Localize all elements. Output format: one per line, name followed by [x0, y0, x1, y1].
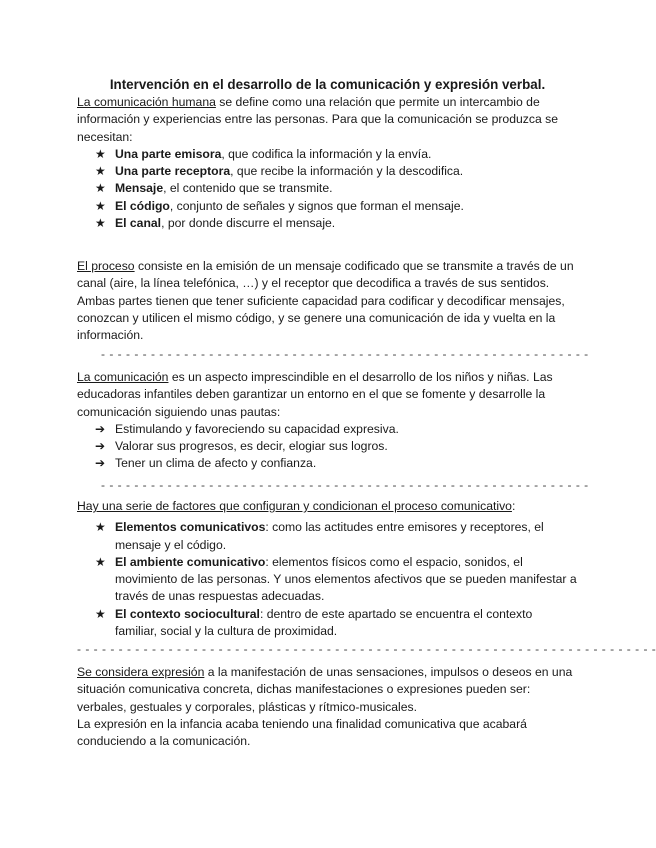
expression-underline: Se considera expresión	[77, 665, 205, 679]
item-term: El ambiente comunicativo	[115, 554, 266, 569]
list-item	[77, 606, 577, 641]
process-paragraph	[77, 258, 577, 344]
star-icon: ★	[95, 146, 106, 161]
list-item	[77, 554, 577, 606]
item-term: Una parte emisora	[115, 146, 222, 161]
item-term: Elementos comunicativos	[115, 520, 266, 535]
arrow-right-icon: ➔	[95, 456, 106, 471]
separator-2: - - - - - - - - - - - - - - - - - - - - - - - - - - - - - - - - - - - - - - - - - - - - - - - - - - - - - - - - - - -	[101, 478, 589, 492]
expression-text: a la manifestación de unas sensaciones, impulsos o deseos en una situación comunicativa concreta, dichas manifestaciones o expresiones pueden ser: verbales, gestuales y corporales, plásticas y rítmico-musicales.	[77, 665, 573, 714]
educators-text: es un aspecto imprescindible en el desarrollo de los niños y niñas. Las educadoras infantiles deben garantizar un entorno en el que se fomente y desarrolle la comunicación siguiendo unas pautas:	[77, 370, 553, 419]
intro-paragraph	[77, 94, 577, 146]
star-icon: ★	[95, 216, 106, 231]
item-text: Tener un clima de afecto y confianza.	[115, 456, 317, 471]
item-term: El canal	[115, 216, 162, 231]
item-text: , que codifica la información y la envía.	[221, 146, 432, 161]
star-icon: ★	[95, 164, 106, 179]
section-communication-intro	[77, 94, 577, 232]
item-text: , el contenido que se transmite.	[163, 181, 333, 196]
separator-1: - - - - - - - - - - - - - - - - - - - - - - - - - - - - - - - - - - - - - - - - - - - - - - - - - - - - - - - - - - -	[101, 347, 589, 361]
item-text: , por donde discurre el mensaje.	[161, 216, 336, 231]
star-icon: ★	[95, 198, 106, 213]
star-icon: ★	[95, 520, 106, 535]
list-item	[77, 519, 577, 554]
guidelines-list	[77, 421, 577, 473]
elements-list	[77, 146, 577, 232]
section-educators	[77, 369, 577, 473]
intro-text: se define como una relación que permite un intercambio de información y experiencias entre las personas. Para que la comunicación se produzca se necesitan:	[77, 95, 558, 144]
item-term: Mensaje	[115, 181, 164, 196]
item-text: , conjunto de señales y signos que forman el mensaje.	[169, 198, 464, 213]
expression-paragraph	[77, 664, 577, 716]
item-term: El contexto sociocultural	[115, 606, 260, 621]
expression-paragraph-2: La expresión en la infancia acaba teniendo una finalidad comunicativa que acabará conduciendo a la comunicación.	[77, 716, 527, 749]
item-text: : dentro de este apartado se encuentra el contexto familiar, social y la cultura de proximidad.	[115, 606, 533, 639]
list-item	[77, 146, 577, 163]
section-process	[77, 258, 577, 344]
educators-underline: La comunicación	[77, 370, 169, 384]
item-text: : como las actitudes entre emisores y receptores, el mensaje y el código.	[115, 520, 544, 552]
factors-colon: :	[511, 499, 516, 513]
intro-underline: La comunicación humana	[77, 95, 216, 109]
list-item	[77, 215, 577, 232]
arrow-right-icon: ➔	[95, 439, 106, 454]
item-term: Una parte receptora	[115, 164, 231, 179]
item-term: El código	[115, 198, 170, 213]
item-text: Estimulando y favoreciendo su capacidad expresiva.	[115, 421, 399, 436]
factors-paragraph	[77, 498, 577, 515]
star-icon: ★	[95, 181, 106, 196]
star-icon: ★	[95, 606, 106, 621]
process-underline: El proceso	[77, 259, 135, 273]
list-item	[77, 438, 577, 455]
list-item	[77, 163, 577, 180]
list-item	[77, 180, 577, 197]
item-text: : elementos físicos como el espacio, sonidos, el movimiento de las personas. Y unos elementos afectivos que se pueden manifestar a través de unas respuestas adecuadas.	[115, 554, 577, 604]
factors-list	[77, 519, 577, 640]
list-item	[77, 198, 577, 215]
star-icon: ★	[95, 554, 106, 569]
arrow-right-icon: ➔	[95, 421, 106, 436]
section-factors	[77, 498, 577, 640]
educators-paragraph	[77, 369, 577, 421]
list-item	[77, 455, 577, 472]
separator-3: - - - - - - - - - - - - - - - - - - - - - - - - - - - - - - - - - - - - - - - - - - - - - - - - - - - - - - - - - - - - - - - - - - - - - -	[77, 642, 656, 656]
section-expression	[77, 664, 577, 750]
document-title: Intervención en el desarrollo de la comunicación y expresión verbal.	[109, 77, 546, 92]
factors-underline: Hay una serie de factores que configuran y condicionan el proceso comunicativo	[77, 499, 512, 513]
item-text: , que recibe la información y la descodifica.	[230, 164, 464, 179]
process-text: consiste en la emisión de un mensaje codificado que se transmite a través de un canal (aire, la línea telefónica, …) y el receptor que decodifica a través de sus sentidos. Ambas partes tienen que tener suficiente capacidad para codificar y decodificar mensajes, conozcan y utilicen el mismo código, y se genere una comunicación de ida y vuelta en la información.	[77, 259, 574, 343]
list-item	[77, 421, 577, 438]
item-text: Valorar sus progresos, es decir, elogiar sus logros.	[115, 439, 388, 454]
